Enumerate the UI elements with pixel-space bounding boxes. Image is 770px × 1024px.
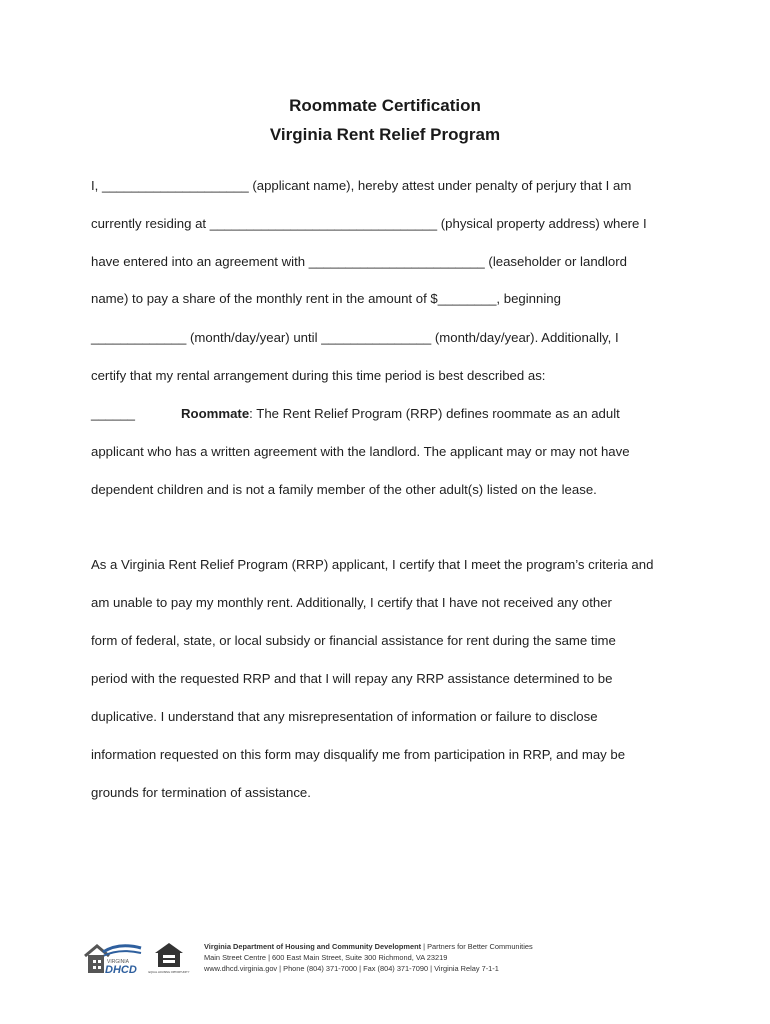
paragraph-line: have entered into an agreement with ________________________ (leaseholder or landlord — [91, 254, 627, 269]
roommate-line: applicant who has a written agreement with the landlord. The applicant may or may not have — [91, 444, 630, 459]
paragraph-line: name) to pay a share of the monthly rent in the amount of $________, beginning — [91, 291, 561, 306]
footer-address: Main Street Centre | 600 East Main Street, Suite 300 Richmond, VA 23219 — [204, 953, 448, 962]
cert-line: period with the requested RRP and that I will repay any RRP assistance determined to be — [91, 671, 613, 686]
title-line-1: Roommate Certification — [289, 96, 481, 115]
roommate-label: Roommate — [181, 406, 250, 421]
equal-housing-icon — [148, 941, 190, 975]
cert-line: am unable to pay my monthly rent. Additionally, I certify that I have not received any other — [91, 595, 612, 610]
svg-text:EQUAL HOUSING OPPORTUNITY: EQUAL HOUSING OPPORTUNITY — [148, 971, 190, 974]
paragraph-line: _____________ (month/day/year) until _______________ (month/day/year). Additionally, I — [91, 330, 619, 345]
roommate-definition: : The Rent Relief Program (RRP) defines roommate as an adult — [249, 406, 620, 421]
paragraph-line: I, ____________________ (applicant name), hereby attest under penalty of perjury that I am — [91, 178, 632, 193]
paragraph-line: certify that my rental arrangement during this time period is best described as: — [91, 368, 546, 383]
roommate-blank[interactable]: ______ — [91, 406, 136, 421]
dhcd-logo — [83, 940, 143, 974]
footer-org: Virginia Department of Housing and Community Development — [204, 942, 422, 951]
cert-line: information requested on this form may disqualify me from participation in RRP, and may be — [91, 747, 626, 762]
cert-line: duplicative. I understand that any misrepresentation of information or failure to disclose — [91, 709, 598, 724]
svg-text:DHCD: DHCD — [105, 964, 137, 976]
roommate-line — [91, 406, 620, 421]
cert-line: grounds for termination of assistance. — [91, 785, 311, 800]
footer-contact: www.dhcd.virginia.gov | Phone (804) 371-7000 | Fax (804) 371-7090 | Virginia Relay 7-1-1 — [204, 964, 499, 973]
footer-org-line — [204, 942, 533, 951]
cert-line: As a Virginia Rent Relief Program (RRP) applicant, I certify that I meet the program’s criteria and — [91, 557, 654, 572]
roommate-line: dependent children and is not a family member of the other adult(s) listed on the lease. — [91, 482, 597, 497]
svg-text:VIRGINIA: VIRGINIA — [107, 959, 129, 965]
cert-line: form of federal, state, or local subsidy or financial assistance for rent during the same time — [91, 633, 616, 648]
paragraph-line: currently residing at _______________________________ (physical property address) where I — [91, 216, 647, 231]
footer-tagline: | Partners for Better Communities — [421, 942, 533, 951]
title-line-2: Virginia Rent Relief Program — [269, 125, 501, 144]
